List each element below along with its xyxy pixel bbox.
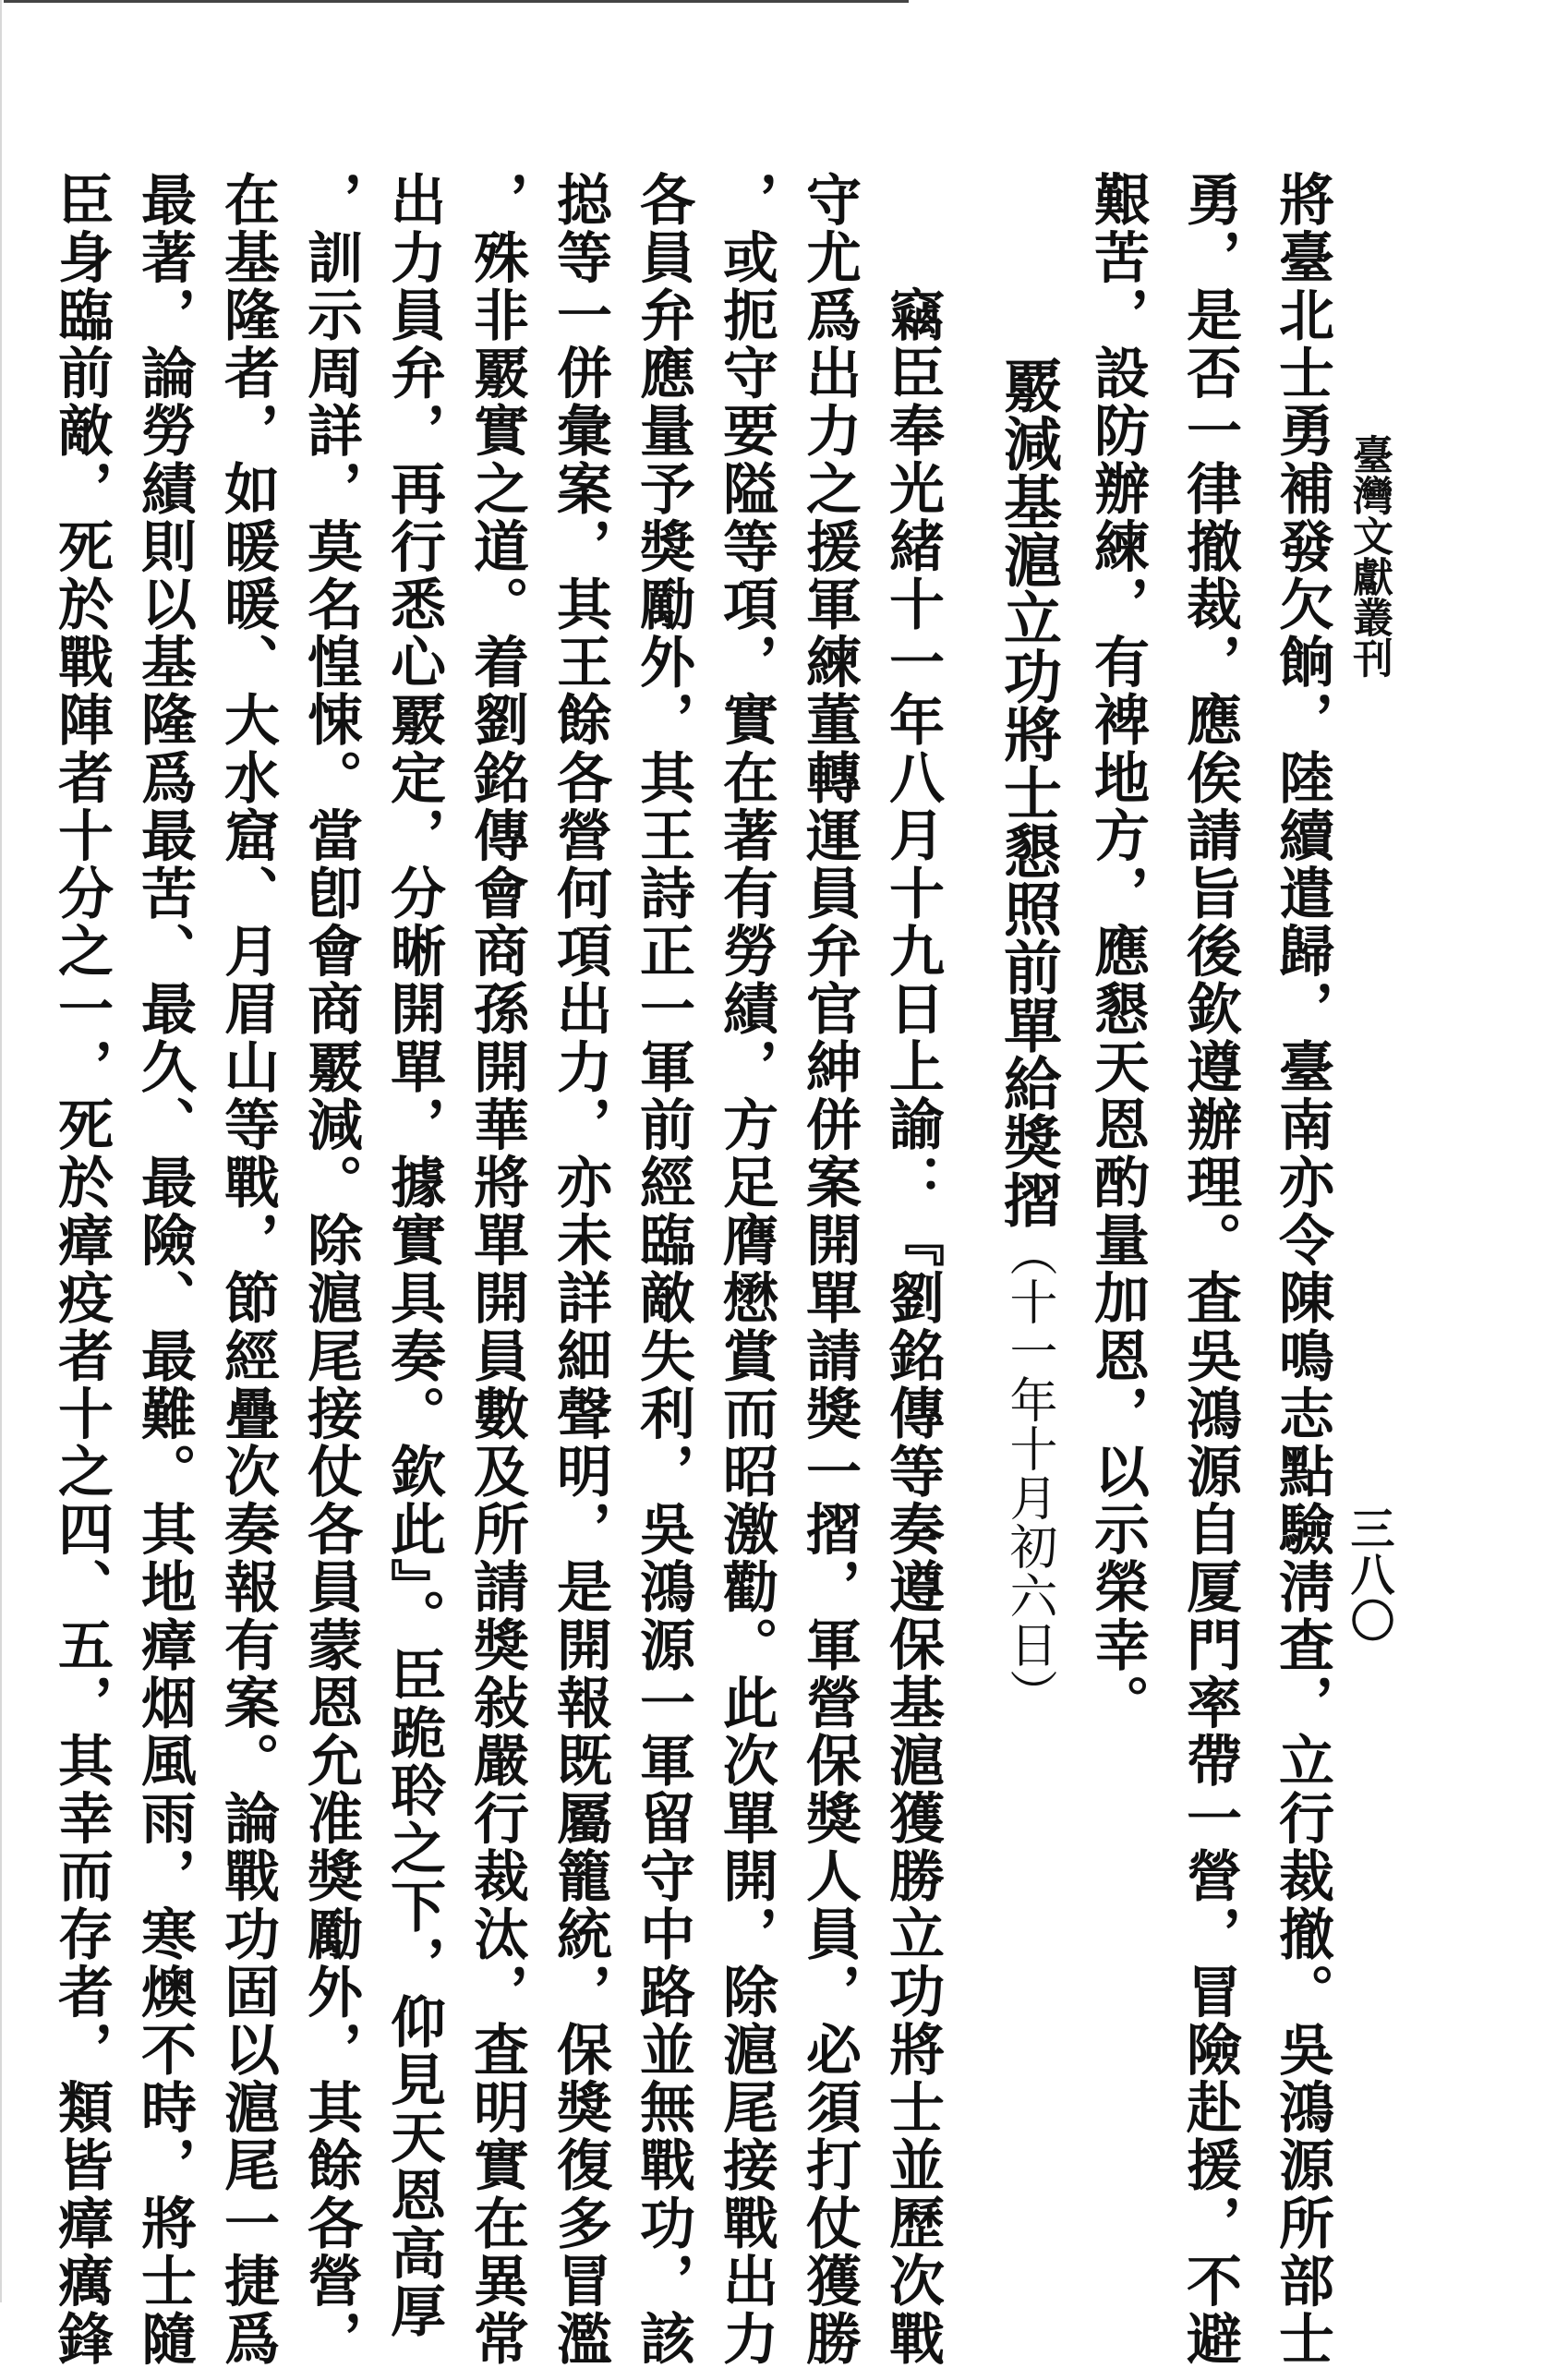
section-heading-date: （十一年十月初六日） [1001,1228,1056,1718]
text-column-10: 出力員弁，再行悉心覈定，分晰開單，據實具奏。欽此』。臣跪聆之下，仰見天恩高厚 [381,171,446,2340]
section-heading-title: 覈減基滬立功將士懇照前單給獎摺 [995,356,1063,1228]
text-column-14: 臣身臨前敵，死於戰陣者十分之一，死於瘴疫者十之四、五，其幸而存者，類皆瘴癘鋒 [49,171,114,2368]
text-column-1: 將臺北士勇補發欠餉，陸續遣歸，臺南亦令陳鳴志點驗淸査，立行裁撤。吳鴻源所部士 [1270,171,1334,2368]
top-scan-rule [4,0,909,3]
text-column-2: 勇，是否一律撤裁，應俟請旨後欽遵辦理。査吳鴻源自厦門率帶一營，冒險赴援，不避 [1177,171,1242,2368]
section-heading [995,356,1063,1718]
page-number: 三八〇 [1343,1505,1394,1644]
text-column-3: 艱苦，設防辦練，有裨地方，應懇天恩酌量加恩，以示榮幸。 [1085,171,1150,1733]
text-column-11: ，訓示周詳，莫名惶悚。當卽會商覈減。除滬尾接仗各員蒙恩允准獎勵外，其餘各營， [298,171,363,2368]
book-title: 臺灣文獻叢刊 [1345,434,1393,678]
text-column-7: 各員弁應量予獎勵外，其王詩正一軍前經臨敵失利，吳鴻源一軍留守中路並無戰功，該 [631,171,695,2368]
text-column-5: 守尤爲出力之援軍練董轉運員弁官紳併案開單請獎一摺，軍營保獎人員，必須打仗獲勝 [797,171,862,2368]
text-column-13: 最著，論勞績則以基隆爲最苦、最久、最險、最難。其地瘴烟風雨，寒燠不時，將士隨 [132,171,197,2368]
text-column-4: 竊臣奉光緒十一年八月十九日上諭：『劉銘傳等奏遵保基滬獲勝立功將士並歷次戰 [880,286,945,2368]
text-column-9: ，殊非覈實之道。着劉銘傳會商孫開華將單開員數及所請獎敍嚴行裁汰，査明實在異常 [464,171,529,2368]
text-column-8: 搃等一併彙案，其王餘各營何項出力，亦未詳細聲明，是開報既屬籠統，保獎復多冒濫 [548,171,612,2368]
text-column-6: ，或扼守要隘等項，實在著有勞績，方足膺懋賞而昭激勸。此次單開，除滬尾接戰出力 [714,171,778,2368]
text-column-12: 在基隆者，如暖暖、大水窟、月眉山等戰，節經疊次奏報有案。論戰功固以滬尾一捷爲 [215,171,280,2368]
